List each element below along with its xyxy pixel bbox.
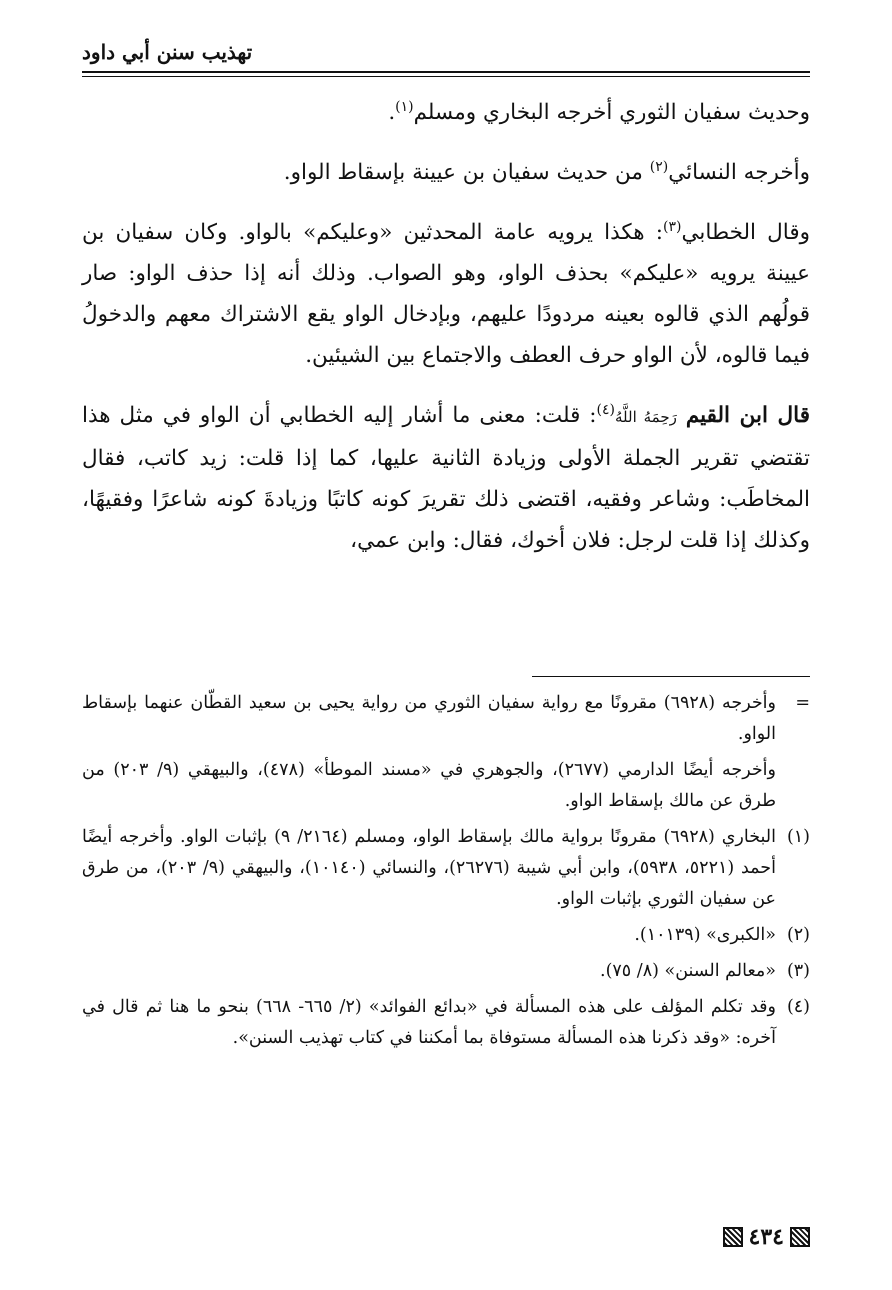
running-title: تهذيب سنن أبي داود [82, 40, 253, 64]
footnote-4: (٤) وقد تكلم المؤلف على هذه المسألة في «بدائع الفوائد» (٢/ ٦٦٥- ٦٦٨) بنحو ما هنا ثم قال في آخره: «وقد ذكرنا هذه المسألة مستوفاة بما أمكننا في كتاب تهذيب السنن». [82, 997, 810, 1048]
header-rule-thick [82, 71, 810, 73]
footnote-continuation-2: وأخرجه أيضًا الدارمي (٢٦٧٧)، والجوهري في «مسند الموطأ» (٤٧٨)، والبيهقي (٩/ ٢٠٣) من طرق عن مالك بإسقاط الواو. [82, 760, 776, 811]
paragraph-3: وقال الخطابي$^{(٣)}$: هكذا يرويه عامة المحدثين «وعليكم» بالواو. وكان سفيان بن عيينة يرويه «عليكم» بحذف الواو، وهو الصواب. وذلك أنه إذا حذف الواو: صار قولُهم الذي قالوه بعينه مردودًا عليهم، وبإدخال الواو يقع الاشتراك معهم والدخولُ فيما قالوه، لأن الواو حرف العطف والاجتماع بين الشيئين. [82, 218, 810, 368]
page-number [723, 1224, 810, 1250]
footnote-ref-4: (٤) [596, 401, 616, 418]
ornament-icon [723, 1227, 743, 1247]
footnotes [82, 688, 810, 1059]
page-number-value: ٤٣٤ [748, 1224, 784, 1250]
main-text [82, 92, 810, 580]
footnote-ref-1: (١) [395, 98, 414, 115]
honorific: رَحِمَهُ اللَّهُ [615, 408, 677, 426]
page-header [82, 36, 810, 70]
continuation-mark: = [795, 693, 810, 713]
paragraph-1: وحديث سفيان الثوري أخرجه البخاري ومسلم$^{(١)}$. [388, 98, 810, 125]
footnote-ref-2: (٢) [649, 158, 669, 175]
footnote-2: (٢) «الكبرى» (١٠١٣٩). [634, 925, 810, 945]
footnote-separator [532, 676, 810, 677]
header-rule-thin [82, 76, 810, 77]
footnote-1: (١) البخاري (٦٩٢٨) مقرونًا برواية مالك بإسقاط الواو، ومسلم (٢١٦٤/ ٩) بإثبات الواو. وأخرجه أيضًا أحمد (٥٢٢١، ٥٩٣٨)، وابن أبي شيبة (٢٦٢٧٦)، والنسائي (١٠١٤٠)، والبيهقي (٩/ ٢٠٣)، من طرق عن سفيان الثوري بإثبات الواو. [82, 827, 810, 909]
footnote-3: (٣) «معالم السنن» (٨/ ٧٥). [600, 961, 810, 981]
paragraph-4: قال ابن القيم رَحِمَهُ اللَّهُ$^{(٤)}$: قلت: معنى ما أشار إليه الخطابي أن الواو في مثل هذا تقتضي تقرير الجملة الأولى وزيادة الثانية عليها، كما إذا قلت: زيد كاتب، فقال المخاطَب: وشاعر وفقيه، اقتضى ذلك تقريرَ كونه كاتبًا وزيادةَ كونه شاعرًا وفقيهًا، وكذلك إذا قلت لرجل: فلان أخوك، فقال: وابن عمي، [82, 401, 810, 553]
paragraph-2: وأخرجه النسائي$^{(٢)}$ من حديث سفيان بن عيينة بإسقاط الواو. [283, 158, 810, 185]
footnote-continuation: = وأخرجه (٦٩٢٨) مقرونًا مع رواية سفيان الثوري من رواية يحيى بن سعيد القطّان عنهما بإسقاط الواو. [82, 688, 810, 750]
speaker-lead: قال ابن القيم [685, 403, 810, 428]
ornament-icon [790, 1227, 810, 1247]
footnote-ref-3: (٣) [663, 218, 682, 235]
